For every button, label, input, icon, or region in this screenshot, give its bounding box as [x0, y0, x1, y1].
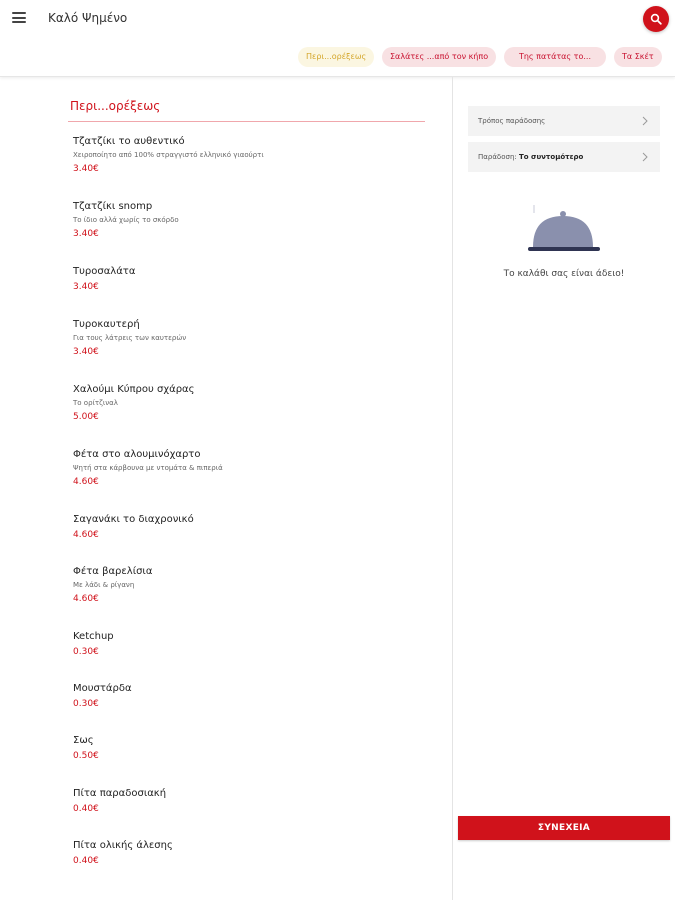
item-name: Φέτα στο αλουμινόχαρτο — [73, 449, 201, 460]
item-name: Πίτα παραδοσιακή — [73, 788, 167, 799]
item-price: 4.60€ — [73, 477, 99, 487]
menu-item[interactable] — [73, 448, 433, 488]
item-price: 0.40€ — [73, 856, 99, 866]
menu-item[interactable] — [73, 265, 433, 293]
item-name: Φέτα βαρελίσια — [73, 566, 153, 577]
app-title: Καλό Ψημένο — [48, 11, 128, 25]
item-price: 0.40€ — [73, 804, 99, 814]
item-name: Μουστάρδα — [73, 683, 132, 694]
item-name: Τυροκαυτερή — [73, 319, 140, 330]
delivery-method-row[interactable] — [468, 106, 660, 136]
item-price: 0.30€ — [73, 647, 99, 657]
menu-item[interactable] — [73, 734, 433, 762]
item-price: 4.60€ — [73, 594, 99, 604]
tab-potatoes[interactable]: Της πατάτας το... — [504, 47, 606, 67]
item-name: Ketchup — [73, 631, 114, 642]
menu-item[interactable] — [73, 513, 433, 541]
delivery-time-row[interactable] — [468, 142, 660, 172]
item-name: Πίτα ολικής άλεσης — [73, 840, 173, 851]
item-price: 3.40€ — [73, 347, 99, 357]
item-price: 3.40€ — [73, 282, 99, 292]
menu-item[interactable] — [73, 682, 433, 710]
chevron-right-icon — [642, 116, 648, 126]
delivery-time-value: Το συντομότερο — [518, 153, 584, 161]
item-desc: Ψητή στα κάρβουνα με ντομάτα & πιπεριά — [73, 464, 223, 472]
item-name: Τζατζίκι το αυθεντικό — [73, 136, 185, 147]
continue-button[interactable]: ΣΥΝΕΧΕΙΑ — [458, 816, 670, 840]
item-desc: Το ορίτζιναλ — [73, 399, 118, 407]
menu-item[interactable] — [73, 839, 433, 867]
item-desc: Χειροποίητο από 100% στραγγιστό ελληνικό γιαούρτι — [73, 151, 264, 159]
menu-item[interactable] — [73, 318, 433, 358]
menu-item[interactable] — [73, 630, 433, 658]
item-name: Τζατζίκι snomp — [73, 201, 153, 212]
item-desc: Με λάδι & ρίγανη — [73, 581, 135, 589]
item-price: 3.40€ — [73, 164, 99, 174]
menu-item[interactable] — [73, 787, 433, 815]
item-name: Σαγανάκι το διαχρονικό — [73, 514, 194, 525]
cloche-icon — [525, 205, 603, 255]
search-icon — [650, 13, 662, 25]
app-bar — [0, 0, 675, 77]
item-price: 5.00€ — [73, 412, 99, 422]
hamburger-menu-icon[interactable] — [12, 12, 26, 23]
item-name: Τυροσαλάτα — [73, 266, 136, 277]
item-desc: Για τους λάτρεις των καυτερών — [73, 334, 187, 342]
cart-panel — [453, 77, 675, 900]
item-name: Χαλούμι Κύπρου σχάρας — [73, 384, 195, 395]
section-title: Περι...ορέξεως — [70, 99, 161, 113]
chevron-right-icon — [642, 152, 648, 162]
tab-plain[interactable]: Τα Σκέτ — [614, 47, 662, 67]
item-price: 0.50€ — [73, 751, 99, 761]
tab-salads[interactable]: Σαλάτες ...από τον κήπο — [382, 47, 496, 67]
item-price: 4.60€ — [73, 530, 99, 540]
item-price: 0.30€ — [73, 699, 99, 709]
menu-item[interactable] — [73, 565, 433, 605]
tab-appetizers[interactable]: Περι...ορέξεως — [298, 47, 374, 67]
delivery-method-label: Τρόπος παράδοσης — [478, 117, 546, 125]
delivery-time-label: Παράδοση: — [478, 153, 517, 161]
item-desc: Το ίδιο αλλά χωρίς το σκόρδο — [73, 216, 179, 224]
menu-item[interactable] — [73, 135, 433, 175]
menu-item[interactable] — [73, 200, 433, 240]
menu-item[interactable] — [73, 383, 433, 423]
item-name: Σως — [73, 735, 94, 746]
empty-cart-text: Το καλάθι σας είναι άδειο! — [503, 269, 625, 279]
section-divider — [68, 121, 425, 122]
menu-list-panel — [0, 77, 452, 900]
search-button[interactable] — [643, 6, 669, 32]
category-tabs — [298, 47, 675, 67]
item-price: 3.40€ — [73, 229, 99, 239]
